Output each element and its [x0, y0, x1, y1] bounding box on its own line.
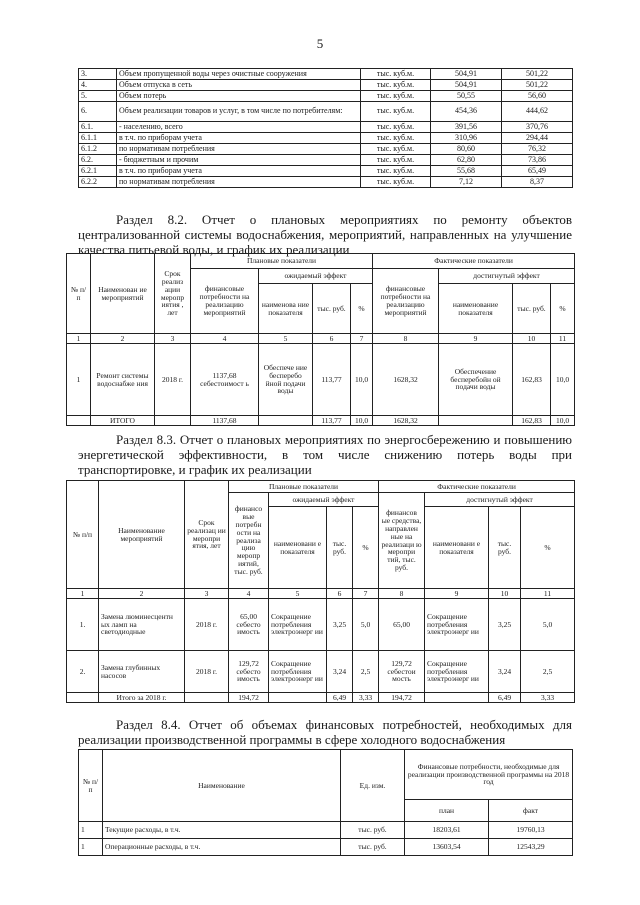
t1-cell-v1: 391,56 [431, 122, 502, 133]
t1-cell-num: 6. [79, 102, 117, 122]
t1-cell-v1: 454,36 [431, 102, 502, 122]
t2-h-ind-plan: наименова ние показателя [259, 284, 313, 334]
t3-h-fin-plan: финансо вые потребн ости на реализа цию меропр иятий, тыс. руб. [229, 493, 269, 589]
table-row [79, 91, 573, 102]
t4-cell: тыс. руб. [341, 839, 405, 856]
t3-num: 5 [269, 589, 327, 599]
t3-cell: 5,0 [521, 599, 575, 651]
t1-cell-name: - населению, всего [117, 122, 361, 133]
t1-cell-name: Объем реализации товаров и услуг, в том числе по потребителям: [117, 102, 361, 122]
t2-h-expected: ожидаемый эффект [259, 269, 373, 284]
table-row [79, 166, 573, 177]
t1-cell-v1: 7,12 [431, 177, 502, 188]
t4-cell: тыс. руб. [341, 822, 405, 839]
table-row [67, 693, 575, 703]
t2-h-achieved: достигнутый эффект [439, 269, 575, 284]
t4-cell: Операционные расходы, в т.ч. [103, 839, 341, 856]
t3-h-fact: Фактические показатели [379, 481, 575, 493]
t2-cell: 113,77 [313, 416, 351, 426]
t3-cell: 1. [67, 599, 99, 651]
t2-cell: Ремонт системы водоснабже ния [91, 344, 155, 416]
t3-total-label: Итого за 2018 г. [99, 693, 185, 703]
table-row [79, 80, 573, 91]
t2-cell: 10,0 [551, 344, 575, 416]
t1-cell-name: - бюджетным и прочим [117, 155, 361, 166]
t2-h-plan: Плановые показатели [191, 254, 373, 269]
t2-cell: 162,83 [513, 416, 551, 426]
table-row [79, 177, 573, 188]
t2-h-term: Срок реализ ации меропр иятия , лет [155, 254, 191, 334]
t1-cell-num: 6.2. [79, 155, 117, 166]
t2-cell: 1628,32 [373, 344, 439, 416]
t2-num: 10 [513, 334, 551, 344]
t1-cell-unit: тыс. куб.м. [361, 133, 431, 144]
t2-h-fin-fact: финансовые потребности на реализацию мероприятий [373, 269, 439, 334]
t4-h-unit: Ед. изм. [341, 750, 405, 822]
page-number: 5 [316, 36, 324, 51]
t1-cell-name: в т.ч. по приборам учета [117, 133, 361, 144]
t2-total-label: ИТОГО [91, 416, 155, 426]
t2-cell: 1137,68 [191, 416, 259, 426]
table-row [67, 651, 575, 693]
table1-body [79, 69, 573, 188]
table-row [67, 416, 575, 426]
t1-cell-num: 6.1. [79, 122, 117, 133]
t4-h-plan: план [405, 800, 489, 822]
t1-cell-num: 4. [79, 80, 117, 91]
t3-h-num: № п/п [67, 481, 99, 589]
t3-cell: Сокращение потребления электроэнерг ии [269, 599, 327, 651]
t2-cell: 1628,32 [373, 416, 439, 426]
t3-num: 8 [379, 589, 425, 599]
t3-num: 6 [327, 589, 353, 599]
t3-h-term: Срок реализац ии меропри ятия, лет [185, 481, 229, 589]
t2-num: 5 [259, 334, 313, 344]
table-row [79, 69, 573, 80]
t4-cell: 1 [79, 839, 103, 856]
t1-cell-v1: 310,96 [431, 133, 502, 144]
t3-cell: 194,72 [379, 693, 425, 703]
table-row [67, 344, 575, 416]
t1-cell-num: 3. [79, 69, 117, 80]
t3-cell: 3,25 [327, 599, 353, 651]
table-row [79, 133, 573, 144]
t3-num: 11 [521, 589, 575, 599]
t1-cell-v2: 370,76 [502, 122, 573, 133]
t3-num: 3 [185, 589, 229, 599]
t3-cell: Сокращение потребления электроэнерг ии [269, 651, 327, 693]
t2-num: 11 [551, 334, 575, 344]
t1-cell-unit: тыс. куб.м. [361, 102, 431, 122]
t3-cell: 129,72 себестои мость [379, 651, 425, 693]
t3-h-expected: ожидаемый эффект [269, 493, 379, 507]
t2-h-pct-fact: % [551, 284, 575, 334]
t2-num: 7 [351, 334, 373, 344]
t1-cell-v2: 8,37 [502, 177, 573, 188]
t1-cell-unit: тыс. куб.м. [361, 91, 431, 102]
t3-cell: 2. [67, 651, 99, 693]
t3-cell: 3,25 [489, 599, 521, 651]
t3-cell: 2,5 [353, 651, 379, 693]
t2-cell: 10,0 [351, 344, 373, 416]
t3-num: 4 [229, 589, 269, 599]
t3-h-achieved: достигнутый эффект [425, 493, 575, 507]
t3-h-pct-fact: % [521, 507, 575, 589]
table-row [79, 822, 573, 839]
t1-cell-v2: 56,60 [502, 91, 573, 102]
t1-cell-unit: тыс. куб.м. [361, 177, 431, 188]
energy-saving-table [66, 480, 575, 703]
t1-cell-unit: тыс. куб.м. [361, 155, 431, 166]
t1-cell-unit: тыс. куб.м. [361, 166, 431, 177]
t1-cell-v2: 501,22 [502, 80, 573, 91]
t1-cell-v1: 504,91 [431, 69, 502, 80]
t3-cell: 6,49 [489, 693, 521, 703]
t1-cell-num: 6.1.1 [79, 133, 117, 144]
t3-h-rub-fact: тыс. руб. [489, 507, 521, 589]
t1-cell-num: 5. [79, 91, 117, 102]
t3-cell: 5,0 [353, 599, 379, 651]
t2-h-num: № п/ п [67, 254, 91, 334]
section-8-2-heading: Раздел 8.2. Отчет о плановых мероприятиях по ремонту объектов централизованной системы водоснабжения, мероприятий, направленных на улучшение качества питьевой воды, и график их реализации [78, 212, 572, 257]
t4-h-fact: факт [489, 800, 573, 822]
t1-cell-name: Объем потерь [117, 91, 361, 102]
t1-cell-v2: 76,32 [502, 144, 573, 155]
t3-cell: 129,72 себесто имость [229, 651, 269, 693]
t1-cell-v2: 73,86 [502, 155, 573, 166]
t3-cell: 3,33 [353, 693, 379, 703]
table-row [79, 102, 573, 122]
t3-cell: 3,24 [327, 651, 353, 693]
t4-cell: Текущие расходы, в т.ч. [103, 822, 341, 839]
t4-cell: 18203,61 [405, 822, 489, 839]
table-row [79, 839, 573, 856]
t3-cell: 65,00 себесто имость [229, 599, 269, 651]
t2-h-pct-plan: % [351, 284, 373, 334]
t1-cell-v2: 65,49 [502, 166, 573, 177]
t2-cell: 10,0 [551, 416, 575, 426]
t1-cell-unit: тыс. куб.м. [361, 69, 431, 80]
t1-cell-v1: 55,68 [431, 166, 502, 177]
t3-h-name: Наименование мероприятий [99, 481, 185, 589]
t3-num: 7 [353, 589, 379, 599]
t2-h-fact: Фактические показатели [373, 254, 575, 269]
t3-num: 9 [425, 589, 489, 599]
t3-h-rub-plan: тыс. руб. [327, 507, 353, 589]
t1-cell-v1: 504,91 [431, 80, 502, 91]
t2-h-ind-fact: наименование показателя [439, 284, 513, 334]
t2-cell: 2018 г. [155, 344, 191, 416]
t1-cell-unit: тыс. куб.м. [361, 80, 431, 91]
t1-cell-v1: 50,55 [431, 91, 502, 102]
t2-num: 1 [67, 334, 91, 344]
t4-cell: 13603,54 [405, 839, 489, 856]
t2-num: 8 [373, 334, 439, 344]
t4-cell: 12543,29 [489, 839, 573, 856]
t1-cell-name: по нормативам потребления [117, 177, 361, 188]
financial-needs-table [78, 749, 573, 856]
t3-cell: 6,49 [327, 693, 353, 703]
t4-h-name: Наименование [103, 750, 341, 822]
section-8-3-heading: Раздел 8.3. Отчет о плановых мероприятиях по энергосбережению и повышению энергетической эффективности, в том числе снижению потерь воды при транспортировке, и график их реализации [78, 432, 572, 477]
t3-cell: 194,72 [229, 693, 269, 703]
t2-cell: 1 [67, 344, 91, 416]
t3-num: 1 [67, 589, 99, 599]
t3-h-fin-fact: финансов ые средства, направлен ные на реализаци ю меропри тий, тыс. руб. [379, 493, 425, 589]
t2-num: 6 [313, 334, 351, 344]
t2-cell: 1137,68 себестоимост ь [191, 344, 259, 416]
t3-cell: Замена глубинных насосов [99, 651, 185, 693]
t2-cell: Обеспечение бесперебойн ой подачи воды [439, 344, 513, 416]
t3-cell: 3,33 [521, 693, 575, 703]
t2-h-fin-plan: финансовые потребности на реализацию мероприятий [191, 269, 259, 334]
table-row [79, 144, 573, 155]
t3-h-plan: Плановые показатели [229, 481, 379, 493]
t1-cell-unit: тыс. куб.м. [361, 144, 431, 155]
t2-num: 9 [439, 334, 513, 344]
t2-cell: 10,0 [351, 416, 373, 426]
table-row [67, 599, 575, 651]
table-row [79, 155, 573, 166]
t3-h-ind-plan: наименовани е показателя [269, 507, 327, 589]
t4-h-fin: Финансовые потребности, необходимые для реализации производственной программы на 2018 год [405, 750, 573, 800]
t3-cell: 2018 г. [185, 651, 229, 693]
repair-measures-table [66, 253, 575, 426]
section-8-4-heading: Раздел 8.4. Отчет об объемах финансовых потребностей, необходимых для реализации производственной программы в сфере холодного водоснабжения [78, 717, 572, 747]
t1-cell-num: 6.2.2 [79, 177, 117, 188]
table-row [79, 122, 573, 133]
t2-cell: Обеспече ние бесперебо йной подачи воды [259, 344, 313, 416]
t4-cell: 19760,13 [489, 822, 573, 839]
t1-cell-v1: 62,80 [431, 155, 502, 166]
t1-cell-v1: 80,60 [431, 144, 502, 155]
t1-cell-name: Объем отпуска в сеть [117, 80, 361, 91]
t2-cell: 162,83 [513, 344, 551, 416]
t3-cell: 65,00 [379, 599, 425, 651]
t3-cell: Сокращение потребления электроэнерг ии [425, 651, 489, 693]
t4-h-num: № п/п [79, 750, 103, 822]
t3-cell: Сокращение потребления электроэнерг ии [425, 599, 489, 651]
t2-h-rub-fact: тыс. руб. [513, 284, 551, 334]
t3-h-pct-plan: % [353, 507, 379, 589]
t2-cell: 113,77 [313, 344, 351, 416]
t1-cell-name: Объем пропущенной воды через очистные сооружения [117, 69, 361, 80]
t2-num: 3 [155, 334, 191, 344]
t1-cell-num: 6.2.1 [79, 166, 117, 177]
t3-cell: 2,5 [521, 651, 575, 693]
t3-cell: 2018 г. [185, 599, 229, 651]
t3-num: 2 [99, 589, 185, 599]
t2-h-name: Наименован ие мероприятий [91, 254, 155, 334]
t1-cell-v2: 501,22 [502, 69, 573, 80]
t1-cell-name: по нормативам потребления [117, 144, 361, 155]
t3-cell: 3,24 [489, 651, 521, 693]
t1-cell-unit: тыс. куб.м. [361, 122, 431, 133]
t1-cell-num: 6.1.2 [79, 144, 117, 155]
t3-cell: Замена люминесцентн ых ламп на светодиодные [99, 599, 185, 651]
t3-h-ind-fact: наименовани е показателя [425, 507, 489, 589]
t3-num: 10 [489, 589, 521, 599]
t1-cell-v2: 444,62 [502, 102, 573, 122]
production-volumes-table [78, 68, 573, 188]
t4-cell: 1 [79, 822, 103, 839]
t1-cell-v2: 294,44 [502, 133, 573, 144]
t2-h-rub-plan: тыс. руб. [313, 284, 351, 334]
t2-num: 2 [91, 334, 155, 344]
t1-cell-name: в т.ч. по приборам учета [117, 166, 361, 177]
t2-num: 4 [191, 334, 259, 344]
